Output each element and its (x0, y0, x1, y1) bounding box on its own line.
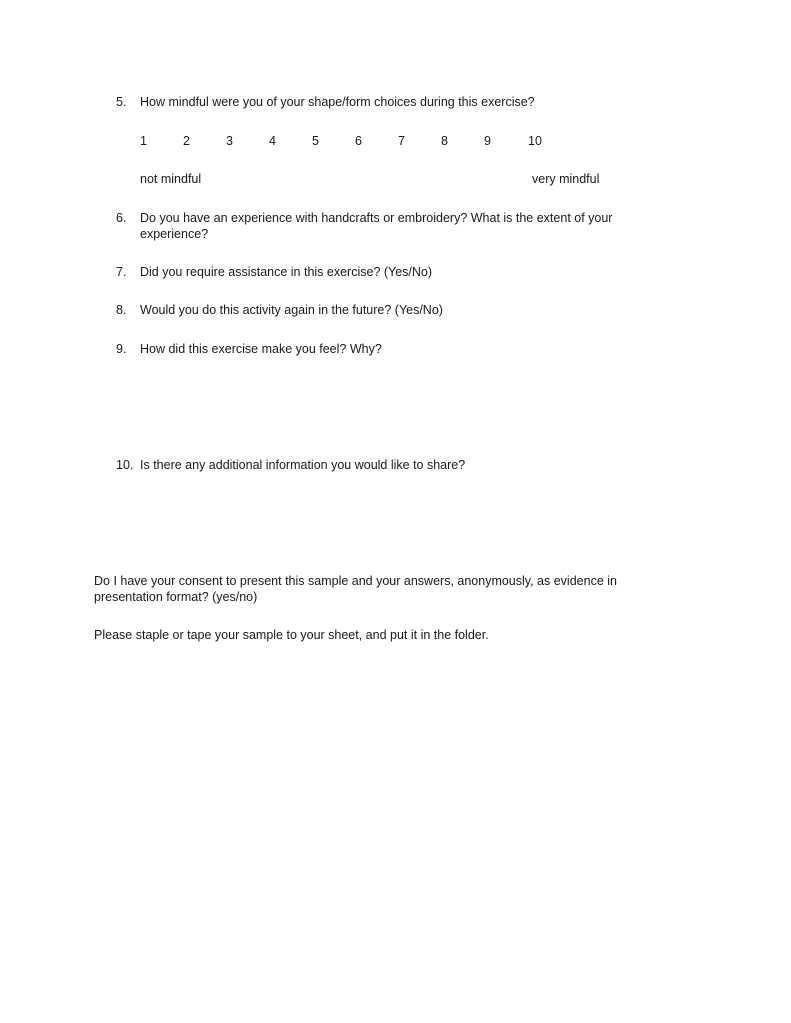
question-number: 5. (116, 95, 127, 109)
question-7 (116, 264, 656, 280)
question-number: 7. (116, 265, 127, 279)
scale-value-1: 1 (140, 134, 147, 148)
scale-value-9: 9 (484, 134, 491, 148)
scale-low-label: not mindful (140, 172, 202, 186)
scale-value-3: 3 (226, 134, 233, 148)
scale-value-10: 10 (528, 134, 542, 148)
question-5 (116, 94, 656, 110)
scale-value-6: 6 (355, 134, 362, 148)
question-text: How did this exercise make you feel? Why? (140, 342, 382, 356)
question-number: 8. (116, 303, 127, 317)
scale-high-label: very mindful (532, 172, 600, 186)
question-text: Is there any additional information you would like to share? (140, 458, 466, 472)
question-number: 10. (116, 458, 134, 472)
question-text: Did you require assistance in this exercise? (Yes/No) (140, 265, 433, 279)
scale-value-2: 2 (183, 134, 190, 148)
question-10 (116, 457, 656, 473)
question-number: 6. (116, 211, 127, 225)
question-8 (116, 302, 656, 318)
scale-value-8: 8 (441, 134, 448, 148)
question-text: Do you have an experience with handcrafts or embroidery? What is the extent of your experience? (140, 211, 613, 241)
mindfulness-scale (0, 133, 791, 149)
question-6 (116, 210, 656, 242)
instructions-paragraph: Please staple or tape your sample to your sheet, and put it in the folder. (94, 628, 489, 642)
question-text: Would you do this activity again in the future? (Yes/No) (140, 303, 443, 317)
question-text: How mindful were you of your shape/form choices during this exercise? (140, 95, 535, 109)
scale-value-4: 4 (269, 134, 276, 148)
question-9 (116, 341, 656, 357)
question-number: 9. (116, 342, 127, 356)
scale-value-5: 5 (312, 134, 319, 148)
consent-paragraph: Do I have your consent to present this sample and your answers, anonymously, as evidence in presentation format? (yes/no) (94, 574, 617, 604)
scale-value-7: 7 (398, 134, 405, 148)
